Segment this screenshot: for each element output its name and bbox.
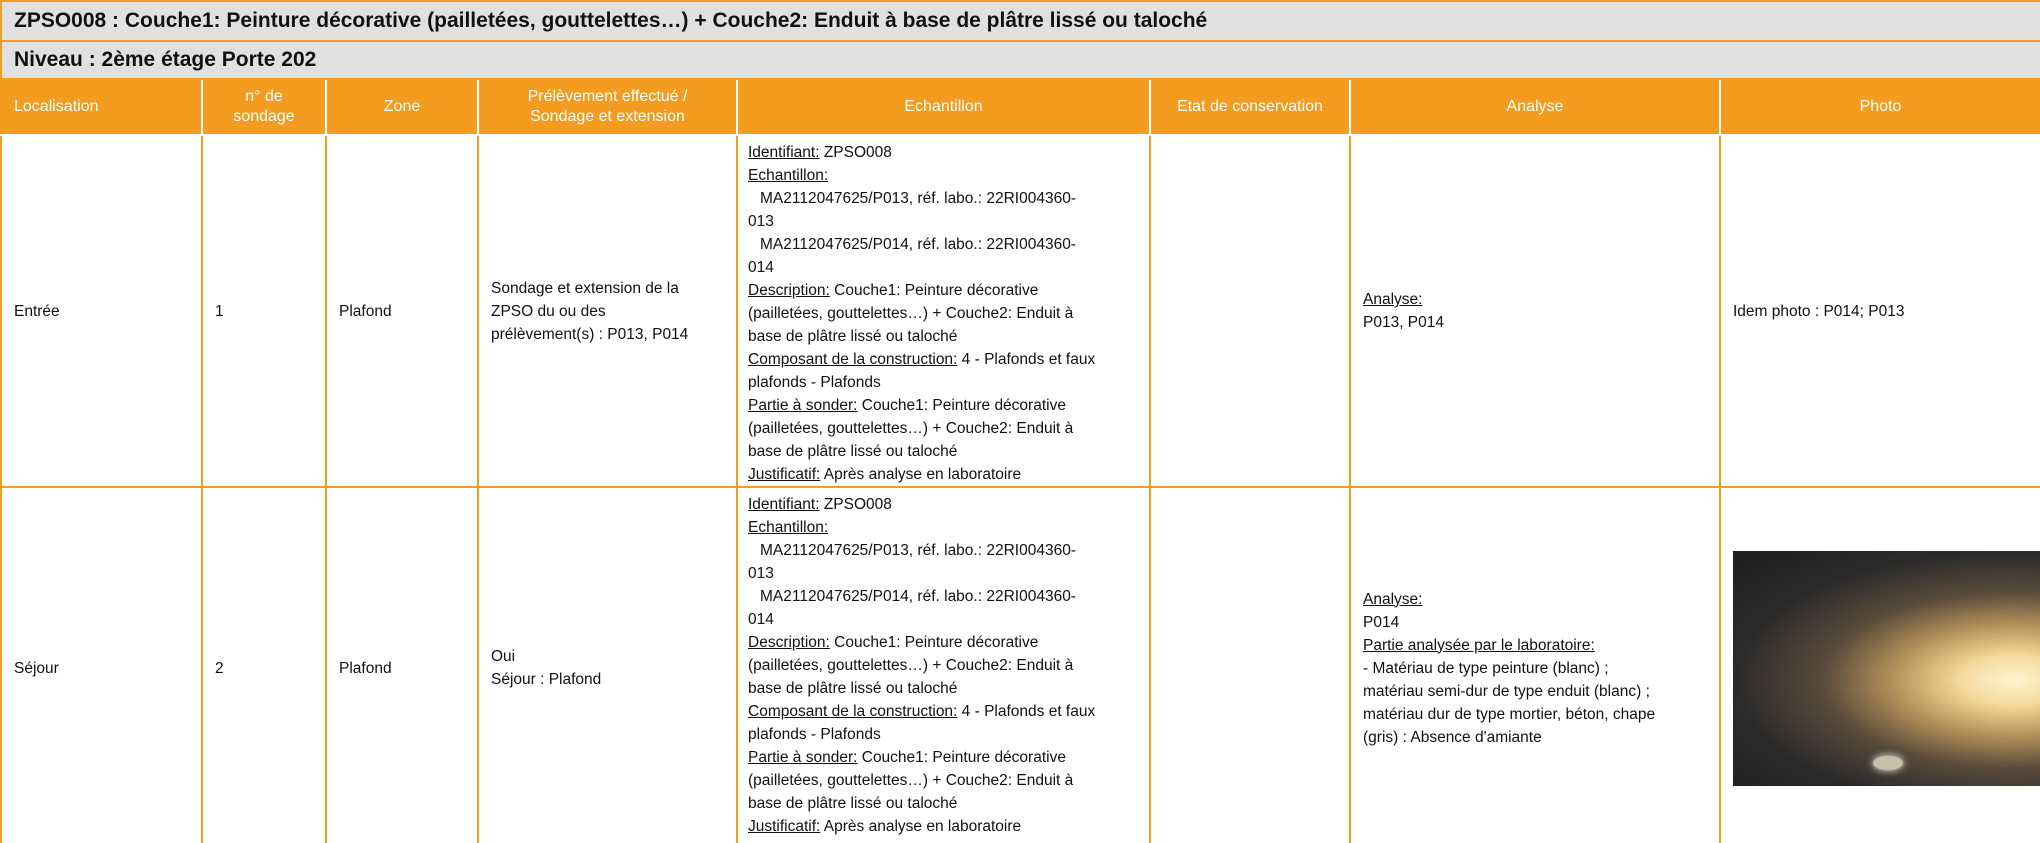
partie-analysee-label: Partie analysée par le laboratoire: [1363,636,1595,654]
cell-zone: Plafond [326,487,478,843]
description-text: base de plâtre lissé ou taloché [748,328,958,345]
zpso-title: ZPSO008 : Couche1: Peinture décorative (pailletées, gouttelettes…) + Couche2: Enduit à base de plâtre lissé ou taloché [1,1,2040,41]
cell-photo: Idem photo : P014; P013 [1720,135,2040,487]
composant-text: 4 - Plafonds et faux [957,703,1096,720]
analyse-value: P014 [1363,613,1400,631]
partie-text: base de plâtre lissé ou taloché [748,443,958,460]
composant-text: plafonds - Plafonds [748,374,881,391]
composant-label: Composant de la construction: [748,703,958,720]
composant-text: plafonds - Plafonds [748,726,881,743]
identifiant-label: Identifiant: [748,496,820,513]
description-text: base de plâtre lissé ou taloché [748,680,958,697]
sample-ref-suffix: 013 [748,213,774,230]
composant-text: 4 - Plafonds et faux [957,351,1096,368]
prelevement-line: Oui [491,648,516,665]
header-photo: Photo [1720,79,2040,135]
header-prelevement-line1: Prélèvement effectué / [527,88,688,105]
description-label: Description: [748,282,830,299]
justificatif-label: Justificatif: [748,466,821,483]
header-prelevement-line2: Sondage et extension [530,108,685,125]
partie-text: (pailletées, gouttelettes…) + Couche2: Enduit à [748,772,1074,789]
header-sondage-line2: sondage [233,108,295,125]
description-label: Description: [748,634,830,651]
echantillon-label: Echantillon: [748,167,829,184]
header-localisation: Localisation [1,79,202,135]
niveau-label: Niveau : 2ème étage Porte 202 [1,41,2040,79]
sample-ref: MA2112047625/P014, réf. labo.: 22RI004360- [760,236,1076,253]
header-etat: Etat de conservation [1150,79,1350,135]
prelevement-line: ZPSO du ou des [491,302,606,320]
cell-analyse [1350,487,1720,843]
cell-prelevement [478,135,737,487]
partie-text: base de plâtre lissé ou taloché [748,795,958,812]
cell-etat [1150,487,1350,843]
partie-text: Couche1: Peinture décorative [857,749,1066,766]
sample-ref: MA2112047625/P013, réf. labo.: 22RI004360- [760,190,1076,207]
sample-ref-suffix: 014 [748,259,774,276]
table-row [1,135,2040,487]
cell-etat [1150,135,1350,487]
identifiant-label: Identifiant: [748,144,820,161]
header-sondage-line1: n° de [245,88,283,105]
cell-prelevement [478,487,737,843]
prelevement-line: Sondage et extension de la [491,279,679,297]
cell-photo [1720,487,2040,843]
partie-label: Partie à sonder: [748,749,858,766]
partie-analysee-text: matériau dur de type mortier, béton, chape [1363,705,1656,723]
identifiant-value: ZPSO008 [819,144,892,161]
header-sondage [202,79,326,135]
cell-localisation: Séjour [1,487,202,843]
table-row [1,487,2040,843]
justificatif-text: Après analyse en laboratoire [820,818,1022,835]
cell-sondage: 2 [202,487,326,843]
header-analyse: Analyse [1350,79,1720,135]
justificatif-text: Après analyse en laboratoire [820,466,1022,483]
cell-analyse [1350,135,1720,487]
description-text: (pailletées, gouttelettes…) + Couche2: Enduit à [748,305,1074,322]
sample-ref: MA2112047625/P014, réf. labo.: 22RI004360- [760,588,1076,605]
ceiling-lamp-detail [1873,756,1903,770]
sample-ref: MA2112047625/P013, réf. labo.: 22RI004360- [760,542,1076,559]
cell-echantillon [737,487,1150,843]
cell-localisation: Entrée [1,135,202,487]
partie-analysee-text: - Matériau de type peinture (blanc) ; [1363,659,1609,677]
sample-ref-suffix: 014 [748,611,774,628]
cell-zone: Plafond [326,135,478,487]
description-text: Couche1: Peinture décorative [829,282,1039,299]
ceiling-photo [1733,551,2040,786]
description-text: Couche1: Peinture décorative [829,634,1039,651]
partie-analysee-text: matériau semi-dur de type enduit (blanc) ; [1363,682,1650,700]
partie-analysee-text: (gris) : Absence d'amiante [1363,728,1542,746]
echantillon-label: Echantillon: [748,519,829,536]
justificatif-label: Justificatif: [748,818,821,835]
sample-ref-suffix: 013 [748,565,774,582]
identifiant-value: ZPSO008 [819,496,892,513]
header-row [1,79,2040,135]
title-row [1,1,2040,41]
prelevement-line: Séjour : Plafond [491,671,602,688]
analyse-label: Analyse: [1363,291,1423,308]
analyse-value: P013, P014 [1363,314,1445,331]
description-text: (pailletées, gouttelettes…) + Couche2: Enduit à [748,657,1074,674]
partie-label: Partie à sonder: [748,397,858,414]
cell-sondage: 1 [202,135,326,487]
partie-text: Couche1: Peinture décorative [857,397,1066,414]
composant-label: Composant de la construction: [748,351,958,368]
cell-echantillon [737,135,1150,487]
partie-text: (pailletées, gouttelettes…) + Couche2: Enduit à [748,420,1074,437]
prelevement-line: prélèvement(s) : P013, P014 [491,325,689,343]
header-zone: Zone [326,79,478,135]
header-prelevement [478,79,737,135]
niveau-row [1,41,2040,79]
analyse-label: Analyse: [1363,590,1423,608]
header-echantillon: Echantillon [737,79,1150,135]
